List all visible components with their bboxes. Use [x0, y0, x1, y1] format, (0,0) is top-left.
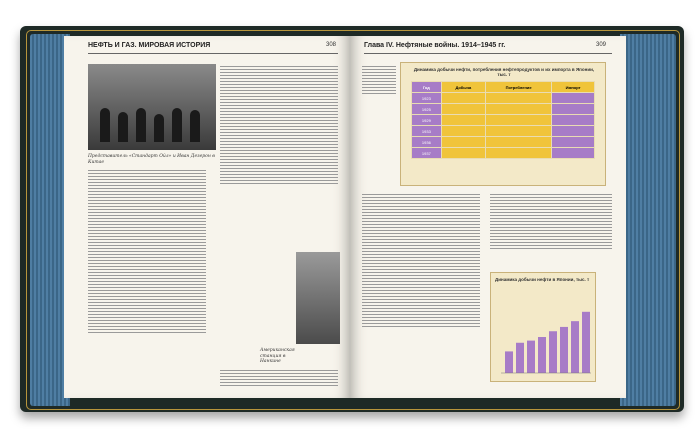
body-text-column [362, 192, 480, 329]
photo-caption: Представитель «Стандарт Ойл» и Иван Дезерон в Китае [88, 154, 215, 165]
bar [582, 312, 590, 373]
bar [505, 351, 513, 373]
table-header: Импорт [552, 82, 595, 93]
table-cell: 1925 [412, 104, 442, 115]
table-cell: 1933 [412, 126, 442, 137]
bar-chart [491, 273, 595, 381]
body-text-column [362, 64, 396, 96]
left-page [64, 36, 350, 398]
bar [571, 321, 579, 373]
historical-photo [88, 64, 216, 150]
table-cell: 1923 [412, 93, 442, 104]
body-text-column [220, 64, 338, 186]
bar [560, 327, 568, 373]
body-text-column [88, 168, 206, 335]
bar-chart-title: Динамика добычи нефти в Японии, тыс. т [495, 277, 590, 282]
table-header: Год [412, 82, 442, 93]
left-page-number: 308 [326, 42, 337, 48]
table-header: Потребление [486, 82, 552, 93]
table-header: Добыча [441, 82, 485, 93]
oil-table-box [400, 62, 606, 186]
bar [516, 343, 524, 373]
bar [527, 341, 535, 373]
header-rule [88, 53, 338, 54]
right-page-edges [620, 34, 676, 406]
table-cell: 1936 [412, 137, 442, 148]
right-page-number: 309 [596, 42, 607, 48]
body-text-column [220, 368, 338, 388]
bar [549, 331, 557, 373]
right-page [350, 36, 626, 398]
photo-caption: Американская станция в Нанкине [260, 348, 295, 364]
table-cell: 1929 [412, 115, 442, 126]
table-title: Динамика добычи нефти, потребления нефтепродуктов и их импорта в Японии, тыс. т [413, 67, 595, 77]
oil-bar-chart-box [490, 272, 596, 382]
left-page-header: НЕФТЬ И ГАЗ. МИРОВАЯ ИСТОРИЯ [88, 42, 211, 49]
open-book [20, 26, 684, 412]
header-rule [364, 53, 612, 54]
right-page-header: Глава IV. Нефтяные войны. 1914–1945 гг. [364, 42, 506, 49]
body-text-column [490, 192, 612, 251]
oil-table [411, 81, 595, 159]
table-cell: 1937 [412, 148, 442, 159]
station-photo [296, 252, 340, 344]
bar [538, 337, 546, 373]
